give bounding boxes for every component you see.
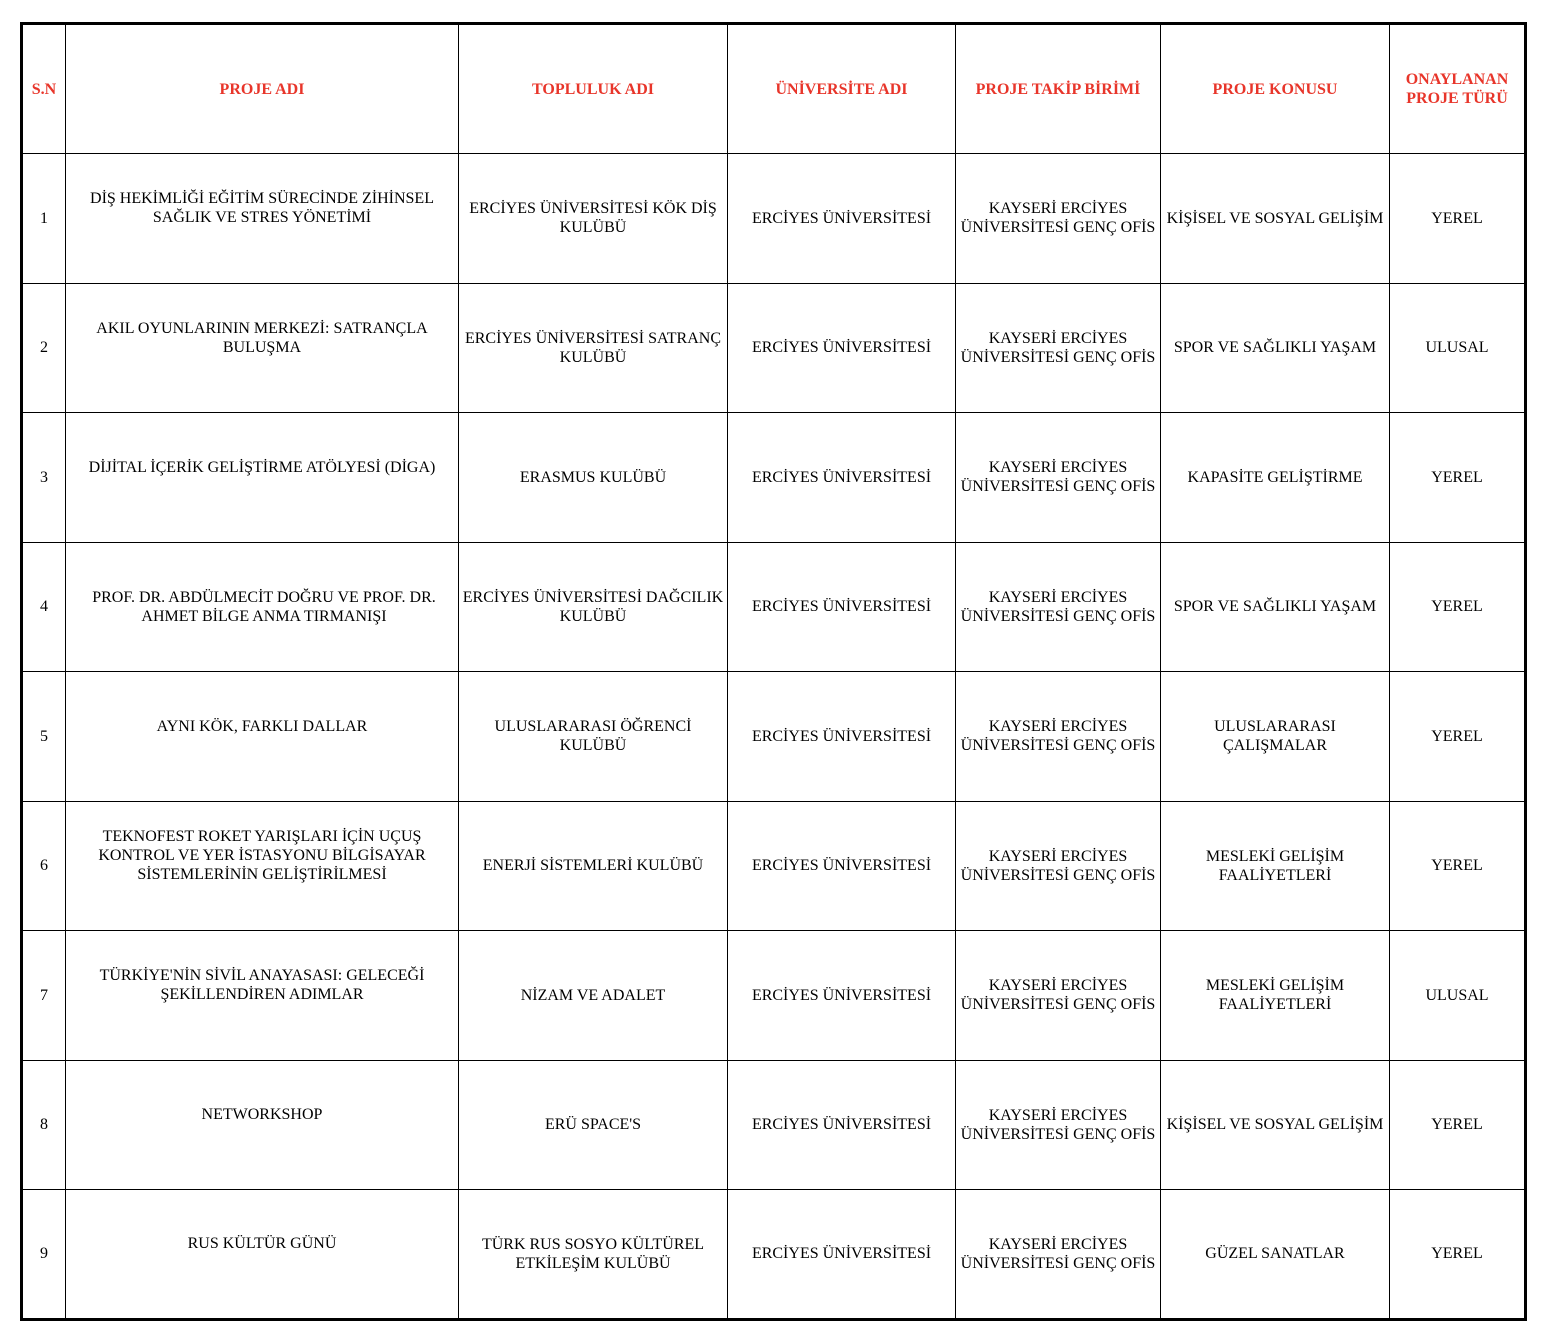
- row-approved-type-cell: [1390, 1060, 1526, 1190]
- row-approved-type-text: YEREL: [1431, 1245, 1483, 1263]
- row-community-name-text: TÜRK RUS SOSYO KÜLTÜREL ETKİLEŞİM KULÜBÜ: [481, 1235, 705, 1272]
- row-approved-type-cell: [1390, 413, 1526, 543]
- row-project-topic-cell: [1161, 154, 1390, 284]
- row-project-name-text: AYNI KÖK, FARKLI DALLAR: [156, 717, 368, 735]
- row-tracking-unit-text: KAYSERİ ERCİYES ÜNİVERSİTESİ GENÇ OFİS: [960, 459, 1156, 496]
- row-university-name-text: ERCİYES ÜNİVERSİTESİ: [751, 209, 932, 227]
- row-community-name-cell: [459, 1060, 728, 1190]
- row-community-name-cell: [459, 413, 728, 543]
- row-tracking-unit-cell: [956, 154, 1161, 284]
- row-sn-cell: [22, 283, 66, 413]
- row-project-topic-cell: [1161, 801, 1390, 931]
- row-sn-cell: [22, 413, 66, 543]
- row-sn-text: 6: [40, 857, 48, 875]
- row-tracking-unit-cell: [956, 542, 1161, 672]
- row-approved-type-cell: [1390, 542, 1526, 672]
- row-project-name-cell: [66, 154, 459, 284]
- table-row: [22, 413, 1526, 543]
- row-sn-text: 7: [40, 986, 48, 1004]
- row-community-name-text: ULUSLARARASI ÖĞRENCİ KULÜBÜ: [494, 718, 692, 755]
- row-project-name-text: DİŞ HEKİMLİĞİ EĞİTİM SÜRECİNDE ZİHİNSEL SAĞLIK VE STRES YÖNETİMİ: [90, 190, 434, 227]
- row-tracking-unit-text: KAYSERİ ERCİYES ÜNİVERSİTESİ GENÇ OFİS: [960, 588, 1156, 625]
- row-project-topic-text: SPOR VE SAĞLIKLI YAŞAM: [1173, 339, 1377, 357]
- row-project-name-text: DİJİTAL İÇERİK GELİŞTİRME ATÖLYESİ (DİGA): [88, 458, 436, 476]
- row-project-topic-cell: [1161, 1060, 1390, 1190]
- table-row: [22, 283, 1526, 413]
- row-project-name-cell: [66, 672, 459, 802]
- row-sn-cell: [22, 801, 66, 931]
- row-project-name-cell: [66, 542, 459, 672]
- row-project-name-text: TÜRKİYE'NİN SİVİL ANAYASASI: GELECEĞİ ŞEKİLLENDİREN ADIMLAR: [99, 967, 425, 1004]
- row-university-name-text: ERCİYES ÜNİVERSİTESİ: [751, 598, 932, 616]
- row-sn-text: 9: [40, 1245, 48, 1263]
- row-community-name-text: ERCİYES ÜNİVERSİTESİ SATRANÇ KULÜBÜ: [464, 329, 721, 366]
- row-project-name-cell: [66, 931, 459, 1061]
- row-project-topic-cell: [1161, 931, 1390, 1061]
- row-university-name-text: ERCİYES ÜNİVERSİTESİ: [751, 727, 932, 745]
- row-tracking-unit-cell: [956, 1190, 1161, 1320]
- row-sn-cell: [22, 154, 66, 284]
- row-community-name-text: ERCİYES ÜNİVERSİTESİ KÖK DİŞ KULÜBÜ: [469, 200, 717, 237]
- row-university-name-cell: [728, 413, 956, 543]
- table-row: [22, 154, 1526, 284]
- header-community-name: TOPLULUK ADI: [459, 24, 728, 154]
- row-project-topic-cell: [1161, 413, 1390, 543]
- row-project-name-text: NETWORKSHOP: [201, 1106, 323, 1124]
- row-project-topic-cell: [1161, 672, 1390, 802]
- row-community-name-cell: [459, 672, 728, 802]
- row-community-name-cell: [459, 542, 728, 672]
- row-approved-type-text: YEREL: [1431, 468, 1483, 486]
- row-tracking-unit-cell: [956, 413, 1161, 543]
- row-tracking-unit-text: KAYSERİ ERCİYES ÜNİVERSİTESİ GENÇ OFİS: [960, 1106, 1156, 1143]
- row-community-name-text: ERCİYES ÜNİVERSİTESİ DAĞCILIK KULÜBÜ: [462, 588, 724, 625]
- header-sn: S.N: [22, 24, 66, 154]
- header-tracking-unit: PROJE TAKİP BİRİMİ: [956, 24, 1161, 154]
- row-project-name-text: PROF. DR. ABDÜLMECİT DOĞRU VE PROF. DR. AHMET BİLGE ANMA TIRMANIŞI: [92, 588, 436, 625]
- row-sn-cell: [22, 931, 66, 1061]
- row-sn-text: 3: [40, 468, 48, 486]
- row-tracking-unit-cell: [956, 672, 1161, 802]
- row-project-topic-cell: [1161, 283, 1390, 413]
- row-university-name-cell: [728, 283, 956, 413]
- row-community-name-cell: [459, 801, 728, 931]
- header-approved-type: ONAYLANAN PROJE TÜRÜ: [1390, 24, 1526, 154]
- row-tracking-unit-text: KAYSERİ ERCİYES ÜNİVERSİTESİ GENÇ OFİS: [960, 329, 1156, 366]
- row-sn-text: 8: [40, 1116, 48, 1134]
- row-sn-cell: [22, 1190, 66, 1320]
- row-approved-type-cell: [1390, 283, 1526, 413]
- row-community-name-cell: [459, 931, 728, 1061]
- row-university-name-cell: [728, 1060, 956, 1190]
- row-tracking-unit-cell: [956, 1060, 1161, 1190]
- row-project-topic-text: KAPASİTE GELİŞTİRME: [1187, 468, 1363, 486]
- row-university-name-cell: [728, 801, 956, 931]
- header-row: [22, 24, 1526, 154]
- row-community-name-text: ERÜ SPACE'S: [544, 1116, 642, 1134]
- row-university-name-text: ERCİYES ÜNİVERSİTESİ: [751, 468, 932, 486]
- row-university-name-text: ERCİYES ÜNİVERSİTESİ: [751, 986, 932, 1004]
- row-university-name-cell: [728, 1190, 956, 1320]
- table-row: [22, 672, 1526, 802]
- table-row: [22, 542, 1526, 672]
- row-university-name-text: ERCİYES ÜNİVERSİTESİ: [751, 339, 932, 357]
- row-sn-text: 4: [40, 598, 48, 616]
- row-sn-text: 2: [40, 339, 48, 357]
- row-approved-type-text: YEREL: [1431, 857, 1483, 875]
- row-community-name-text: ERASMUS KULÜBÜ: [519, 468, 667, 486]
- row-project-topic-text: KİŞİSEL VE SOSYAL GELİŞİM: [1166, 209, 1384, 227]
- row-tracking-unit-cell: [956, 931, 1161, 1061]
- row-project-topic-text: ULUSLARARASI ÇALIŞMALAR: [1214, 718, 1336, 755]
- row-project-topic-text: KİŞİSEL VE SOSYAL GELİŞİM: [1166, 1116, 1384, 1134]
- row-project-topic-text: GÜZEL SANATLAR: [1205, 1245, 1345, 1263]
- row-community-name-text: ENERJİ SİSTEMLERİ KULÜBÜ: [482, 857, 704, 875]
- row-approved-type-cell: [1390, 931, 1526, 1061]
- row-university-name-cell: [728, 672, 956, 802]
- row-project-name-cell: [66, 413, 459, 543]
- row-approved-type-text: YEREL: [1431, 598, 1483, 616]
- row-approved-type-cell: [1390, 672, 1526, 802]
- row-sn-text: 5: [40, 727, 48, 745]
- row-tracking-unit-text: KAYSERİ ERCİYES ÜNİVERSİTESİ GENÇ OFİS: [960, 977, 1156, 1014]
- row-project-name-text: RUS KÜLTÜR GÜNÜ: [187, 1235, 337, 1253]
- row-approved-type-text: YEREL: [1431, 727, 1483, 745]
- row-sn-cell: [22, 672, 66, 802]
- row-sn-cell: [22, 1060, 66, 1190]
- header-university-name: ÜNİVERSİTE ADI: [728, 24, 956, 154]
- row-tracking-unit-text: KAYSERİ ERCİYES ÜNİVERSİTESİ GENÇ OFİS: [960, 200, 1156, 237]
- table-body: [22, 154, 1526, 1320]
- row-community-name-cell: [459, 283, 728, 413]
- row-university-name-cell: [728, 931, 956, 1061]
- header-project-name: PROJE ADI: [66, 24, 459, 154]
- row-project-topic-text: SPOR VE SAĞLIKLI YAŞAM: [1173, 598, 1377, 616]
- row-university-name-text: ERCİYES ÜNİVERSİTESİ: [751, 857, 932, 875]
- row-sn-text: 1: [40, 209, 48, 227]
- row-community-name-cell: [459, 1190, 728, 1320]
- row-project-name-text: TEKNOFEST ROKET YARIŞLARI İÇİN UÇUŞ KONTROL VE YER İSTASYONU BİLGİSAYAR SİSTEMLERİNİN GELİŞTİRİLMESİ: [98, 828, 426, 884]
- row-project-name-text: AKIL OYUNLARININ MERKEZİ: SATRANÇLA BULUŞMA: [96, 319, 428, 356]
- row-tracking-unit-text: KAYSERİ ERCİYES ÜNİVERSİTESİ GENÇ OFİS: [960, 718, 1156, 755]
- row-project-name-cell: [66, 801, 459, 931]
- row-university-name-cell: [728, 542, 956, 672]
- row-university-name-cell: [728, 154, 956, 284]
- row-tracking-unit-text: KAYSERİ ERCİYES ÜNİVERSİTESİ GENÇ OFİS: [960, 847, 1156, 884]
- table-row: [22, 1190, 1526, 1320]
- row-project-topic-cell: [1161, 542, 1390, 672]
- row-project-name-cell: [66, 1060, 459, 1190]
- table-row: [22, 801, 1526, 931]
- row-project-topic-text: MESLEKİ GELİŞİM FAALİYETLERİ: [1205, 977, 1345, 1014]
- table-row: [22, 1060, 1526, 1190]
- row-tracking-unit-cell: [956, 801, 1161, 931]
- row-approved-type-cell: [1390, 154, 1526, 284]
- row-project-topic-text: MESLEKİ GELİŞİM FAALİYETLERİ: [1205, 847, 1345, 884]
- row-approved-type-text: ULUSAL: [1425, 339, 1489, 357]
- row-community-name-text: NİZAM VE ADALET: [520, 986, 666, 1004]
- row-university-name-text: ERCİYES ÜNİVERSİTESİ: [751, 1116, 932, 1134]
- row-project-name-cell: [66, 283, 459, 413]
- row-approved-type-cell: [1390, 1190, 1526, 1320]
- header-project-topic: PROJE KONUSU: [1161, 24, 1390, 154]
- row-project-name-cell: [66, 1190, 459, 1320]
- row-university-name-text: ERCİYES ÜNİVERSİTESİ: [751, 1245, 932, 1263]
- row-approved-type-text: ULUSAL: [1425, 986, 1489, 1004]
- row-approved-type-cell: [1390, 801, 1526, 931]
- row-approved-type-text: YEREL: [1431, 209, 1483, 227]
- row-sn-cell: [22, 542, 66, 672]
- row-project-topic-cell: [1161, 1190, 1390, 1320]
- row-tracking-unit-cell: [956, 283, 1161, 413]
- row-community-name-cell: [459, 154, 728, 284]
- table-header: [22, 24, 1526, 154]
- row-approved-type-text: YEREL: [1431, 1116, 1483, 1134]
- row-tracking-unit-text: KAYSERİ ERCİYES ÜNİVERSİTESİ GENÇ OFİS: [960, 1235, 1156, 1272]
- projects-table: [20, 22, 1527, 1321]
- table-row: [22, 931, 1526, 1061]
